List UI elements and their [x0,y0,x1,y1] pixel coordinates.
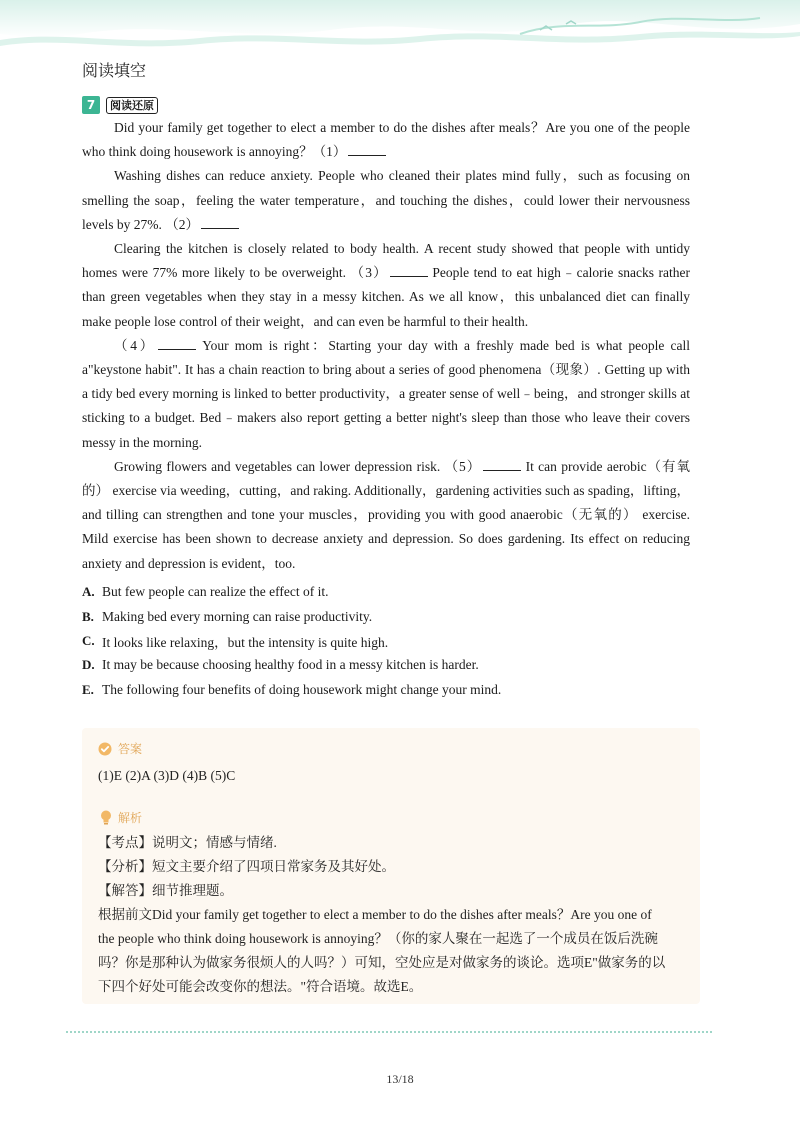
reading-passage [82,116,690,578]
blank-1[interactable] [348,143,386,156]
question-header [82,96,158,114]
question-type-tag: 阅读还原 [106,97,158,114]
option-c[interactable]: C. It looks like relaxing，but the intensity is quite high. [82,632,389,650]
answer-text: (1)E (2)A (3)D (4)B (5)C [98,768,236,783]
analysis-line: 【考点】说明文；情感与情绪. [98,835,277,850]
analysis-line: 【解答】细节推理题。 [98,883,233,898]
lightbulb-icon [100,810,112,825]
dotted-divider [66,1031,712,1033]
wave-banner [0,0,800,62]
options-list [82,580,682,702]
blank-5[interactable] [483,458,521,471]
paragraph-4: （4） Your mom is right：Starting your day with a freshly made bed is what people call a"keystone habit". It has a chain reaction to bring about a series of good phenomena（现象）. Getting up with a tidy bed every morning is linked to better productivity，a greater sense of well﹣being，and stronger skills at sticking to a budget. Bed﹣makers also report getting a better night's sleep than those who leave their covers messy in the morning. [82,337,691,450]
paragraph-5: Growing flowers and vegetables can lower depression risk. （5） It can provide aerobic（有氧的） exercise via weeding，cutting，and raking. Additionally，gardening activities such as spading，lifting，and tilling can strengthen and tone your muscles，providing you with good anaerobic（无氧的） exercise. Mild exercise has been shown to decrease anxiety and depression. So does gardening. Its effect on reducing anxiety and depression is evident，too. [82,458,690,571]
header-decoration [0,0,800,62]
section-title: 阅读填空 [82,61,147,80]
option-b[interactable]: B. Making bed every morning can raise productivity. [82,608,373,624]
blank-2[interactable] [201,216,239,229]
option-e[interactable]: E. The following four benefits of doing housework might change your mind. [82,681,502,697]
paragraph-3: Clearing the kitchen is closely related to body health. A recent study showed that people with untidy homes were 77% more likely to be overweight. （3） People tend to eat high﹣calorie snacks rather than green vegetables when they stay in a messy kitchen. As we all know，this unbalanced diet can finally make people lose control of their weight，and can even be harmful to their health. [82,241,690,329]
analysis-label: 解析 [100,809,142,826]
analysis-text [98,831,670,999]
paragraph-2: Washing dishes can reduce anxiety. People who cleaned their plates mind fully，such as focusing on smelling the soap，feeling the water temperature，and touching the dishes，could lower their nervousness levels by 27%. （2） [82,168,690,232]
blank-3[interactable] [390,264,428,277]
question-number-badge: 7 [82,96,100,114]
option-d[interactable]: D. It may be because choosing healthy food in a messy kitchen is harder. [82,657,479,673]
check-circle-icon [98,742,112,756]
page-number: 13/18 [386,1072,414,1086]
option-a[interactable]: A. But few people can realize the effect of it. [82,584,329,600]
answer-panel [82,728,700,1004]
paragraph-1: Did your family get together to elect a member to do the dishes after meals？Are you one of the people who think doing housework is annoying？（1） [82,120,690,160]
answer-label: 答案 [98,740,142,757]
analysis-line: 【分析】短文主要介绍了四项日常家务及其好处。 [98,859,395,874]
analysis-line: 根据前文Did your family get together to elect a member to do the dishes after meals？Are you one of the people who think doing housework is annoying？（你的家人聚在一起选了一个成员在饭后洗碗吗？你是那种认为做家务很烦人的人吗？）可知，空处应是对做家务的谈论。选项E"做家务的以下四个好处可能会改变你的想法。"符合语境。故选E。 [98,907,666,994]
blank-4[interactable] [158,337,196,350]
